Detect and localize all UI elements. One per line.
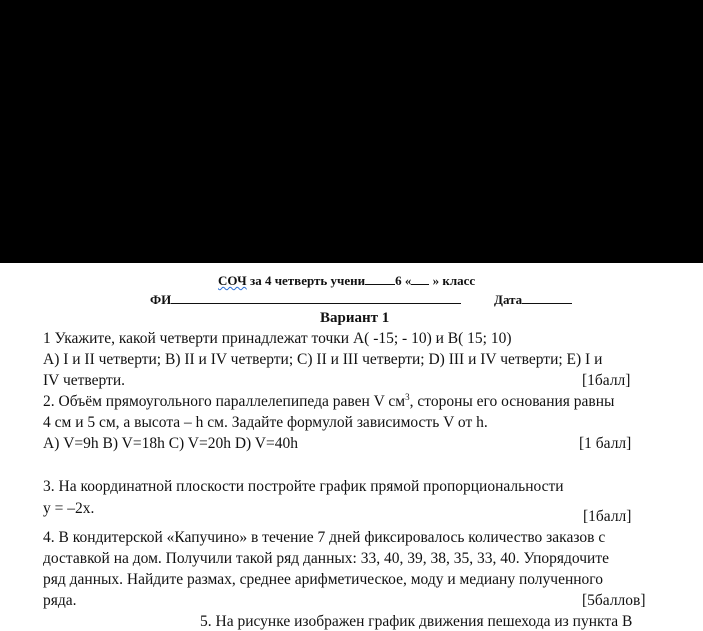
document-page (0, 263, 703, 630)
q4-line-4: ряда. (43, 592, 77, 609)
q2-line-1-post: , стороны его основания равны (409, 393, 615, 410)
quote-close: » (432, 273, 440, 288)
q3-score: [1балл] (583, 508, 632, 525)
date-label: Дата (494, 292, 523, 307)
date-field (494, 292, 572, 308)
q4-line-1: 4. В кондитерской «Капучино» в течение 7 дней фиксировалось количество заказов с (43, 529, 606, 546)
variant-title: Вариант 1 (320, 310, 390, 326)
fi-blank (171, 303, 461, 304)
q3-line-2: у = –2х. (43, 500, 95, 517)
letter-blank (411, 284, 429, 285)
q1-line-1: 1 Укажите, какой четверти принадлежат точки А( -15; - 10) и В( 15; 10) (43, 330, 512, 347)
q4-line-3: ряд данных. Найдите размах, среднее арифметическое, моду и медиану полученного (43, 571, 604, 588)
student-blank (365, 284, 395, 285)
q4-line-2: доставкой на дом. Получили такой ряд данных: 33, 40, 39, 38, 35, 33, 40. Упорядочите (43, 550, 610, 567)
black-redaction-band (0, 0, 703, 263)
q2-score: [1 балл] (579, 435, 632, 452)
fi-label: ФИ (150, 292, 172, 307)
header-line (218, 273, 475, 289)
q5-partial-line: 5. На рисунке изображен график движения пешехода из пункта В (200, 613, 633, 630)
soch-label: СОЧ (218, 273, 247, 288)
quote-open: « (404, 273, 412, 288)
q2-line-1 (43, 393, 614, 411)
q4-score: [5баллов] (582, 592, 646, 609)
quarter-text: за 4 четверть учени (249, 273, 366, 288)
name-date-line (150, 292, 461, 308)
class-word: класс (442, 273, 476, 288)
q2-line-2: 4 см и 5 см, а высота – h см. Задайте формулой зависимость V от h. (43, 414, 488, 431)
q2-line-1-pre: 2. Объём прямоугольного параллелепипеда равен V см (43, 393, 406, 410)
q1-line-3: IV четверти. (43, 372, 125, 389)
grade-number: 6 (395, 273, 402, 288)
q1-score: [1балл] (582, 372, 631, 389)
q3-line-1: 3. На координатной плоскости постройте график прямой пропорциональности (43, 478, 564, 495)
q2-cube-sup: 3 (405, 391, 410, 402)
q2-options: А) V=9h B) V=18h C) V=20h D) V=40h (43, 435, 298, 452)
date-blank (522, 303, 572, 304)
q1-line-2: А) I и II четверти; В) II и IV четверти; С) II и III четверти; D) III и IV четверти; Е) I и (43, 351, 603, 368)
